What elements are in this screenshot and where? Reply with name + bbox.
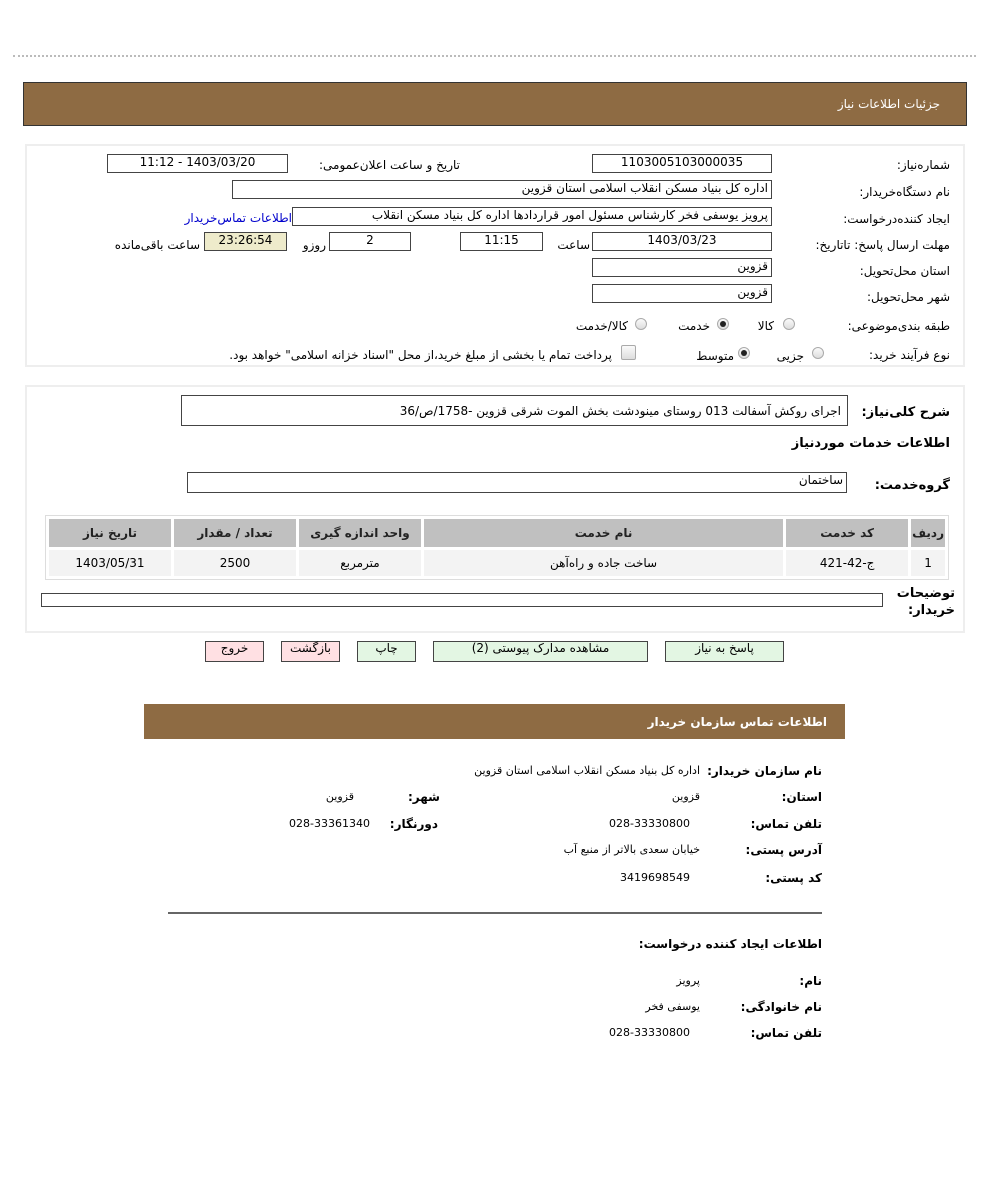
creator-heading: اطلاعات ایجاد کننده درخواست: [638,937,822,951]
cell-code: ج-42-421 [786,550,908,576]
services-heading: اطلاعات خدمات موردنیاز [791,436,950,451]
announce-label: تاریخ و ساعت اعلان‌عمومی: [318,158,460,172]
category-option-service: خدمت [678,319,710,333]
process-radio-medium[interactable] [738,347,750,359]
city-field[interactable]: قزوین [592,284,772,303]
contact-province-value: قزوین [671,790,700,803]
category-option-goods: کالا [757,319,774,333]
remaining-time-field: 23:26:54 [204,232,287,251]
org-value: اداره کل بنیاد مسکن انقلاب اسلامی استان قزوین [474,764,700,777]
category-radio-both[interactable] [635,318,647,330]
need-number-label: شماره‌نیاز: [896,158,950,172]
attachments-button[interactable]: مشاهده مدارک پیوستی (2) [433,641,648,662]
category-option-both: کالا/خدمت [575,319,628,333]
contact-fax-value: 028-33361340 [289,817,370,830]
creator-name-value: پرویز [676,974,700,987]
address-label: آدرس پستی: [745,843,822,857]
cell-row: 1 [911,550,945,576]
creator-family-value: یوسفی فخر [645,1000,700,1013]
city-label: شهر محل‌تحویل: [866,290,950,304]
page-title: جزئیات اطلاعات نیاز [837,97,940,111]
creator-phone-value: 028-33330800 [609,1026,690,1039]
col-name: نام خدمت [424,519,783,547]
services-table [46,516,948,579]
buyer-contact-link[interactable]: اطلاعات تماس‌خریدار [184,211,292,225]
process-option-minor: جزیی [776,349,804,363]
col-row: ردیف [911,519,945,547]
process-label: نوع فرآیند خرید: [869,348,950,362]
table-row [49,550,945,576]
days-field[interactable]: 2 [329,232,411,251]
deadline-time-field[interactable]: 11:15 [460,232,543,251]
respond-button[interactable]: پاسخ به نیاز [665,641,784,662]
col-code: کد خدمت [786,519,908,547]
org-label: نام سازمان خریدار: [707,764,822,778]
creator-family-label: نام خانوادگی: [740,1000,822,1014]
contact-title: اطلاعات تماس سازمان خریدار [647,714,827,729]
service-group-label: گروه‌خدمت: [874,478,950,493]
deadline-date-field[interactable]: 1403/03/23 [592,232,772,251]
hour-label: ساعت [557,238,590,252]
col-unit: واحد اندازه گیری [299,519,421,547]
cell-name: ساخت جاده و راه‌آهن [424,550,783,576]
top-divider [13,55,976,57]
creator-label: ایجاد کننده‌درخواست: [843,212,950,226]
col-qty: تعداد / مقدار [174,519,296,547]
announce-field[interactable]: 1403/03/20 - 11:12 [107,154,288,173]
province-label: استان محل‌تحویل: [859,264,950,278]
category-radio-service[interactable] [717,318,729,330]
notes-label: توضیحات خریدار: [896,586,955,618]
need-info-panel [25,144,965,367]
table-header-row [49,519,945,547]
section-divider [168,912,822,914]
contact-city-label: شهر: [408,790,440,804]
postal-label: کد پستی: [765,871,822,885]
days-label: روزو [302,238,326,252]
contact-city-value: قزوین [325,790,354,803]
creator-name-label: نام: [799,974,822,988]
postal-value: 3419698549 [620,871,690,884]
print-button[interactable]: چاپ [357,641,416,662]
summary-label: شرح کلی‌نیاز: [861,405,950,420]
treasury-text: پرداخت تمام یا بخشی از مبلغ خرید،از محل "اسناد خزانه اسلامی" خواهد بود. [229,348,612,362]
process-option-medium: متوسط [696,349,734,363]
services-table-wrap [45,515,949,580]
cell-date: 1403/05/31 [49,550,171,576]
process-radio-minor[interactable] [812,347,824,359]
contact-province-label: استان: [781,790,822,804]
buyer-org-field[interactable]: اداره کل بنیاد مسکن انقلاب اسلامی استان قزوین [232,180,772,199]
category-label: طبقه بندی‌موضوعی: [847,319,950,333]
service-group-field[interactable]: ساختمان [187,472,847,493]
contact-header [144,704,845,739]
remaining-label: ساعت باقی‌مانده [114,238,200,252]
cell-unit: مترمربع [299,550,421,576]
creator-phone-label: تلفن تماس: [750,1026,822,1040]
treasury-checkbox[interactable] [621,345,636,360]
summary-field[interactable]: اجرای روکش آسفالت 013 روستای مینودشت بخش الموت شرقی قزوین -1758/ص/36 [181,395,848,426]
creator-field[interactable]: پرویز یوسفی فخر کارشناس مسئول امور قراردادها اداره کل بنیاد مسکن انقلاب [292,207,772,226]
contact-phone-value: 028-33330800 [609,817,690,830]
notes-field[interactable] [41,593,883,607]
back-button[interactable]: بازگشت [281,641,340,662]
buyer-org-label: نام دستگاه‌خریدار: [859,185,950,199]
col-date: تاریخ نیاز [49,519,171,547]
address-value: خیابان سعدی بالاتر از منبع آب [563,843,700,856]
contact-phone-label: تلفن تماس: [750,817,822,831]
contact-fax-label: دورنگار: [389,817,438,831]
need-number-field[interactable]: 1103005103000035 [592,154,772,173]
deadline-label: مهلت ارسال پاسخ: تاتاریخ: [815,238,950,252]
category-radio-goods[interactable] [783,318,795,330]
cell-qty: 2500 [174,550,296,576]
page-header [23,82,967,126]
exit-button[interactable]: خروج [205,641,264,662]
province-field[interactable]: قزوین [592,258,772,277]
